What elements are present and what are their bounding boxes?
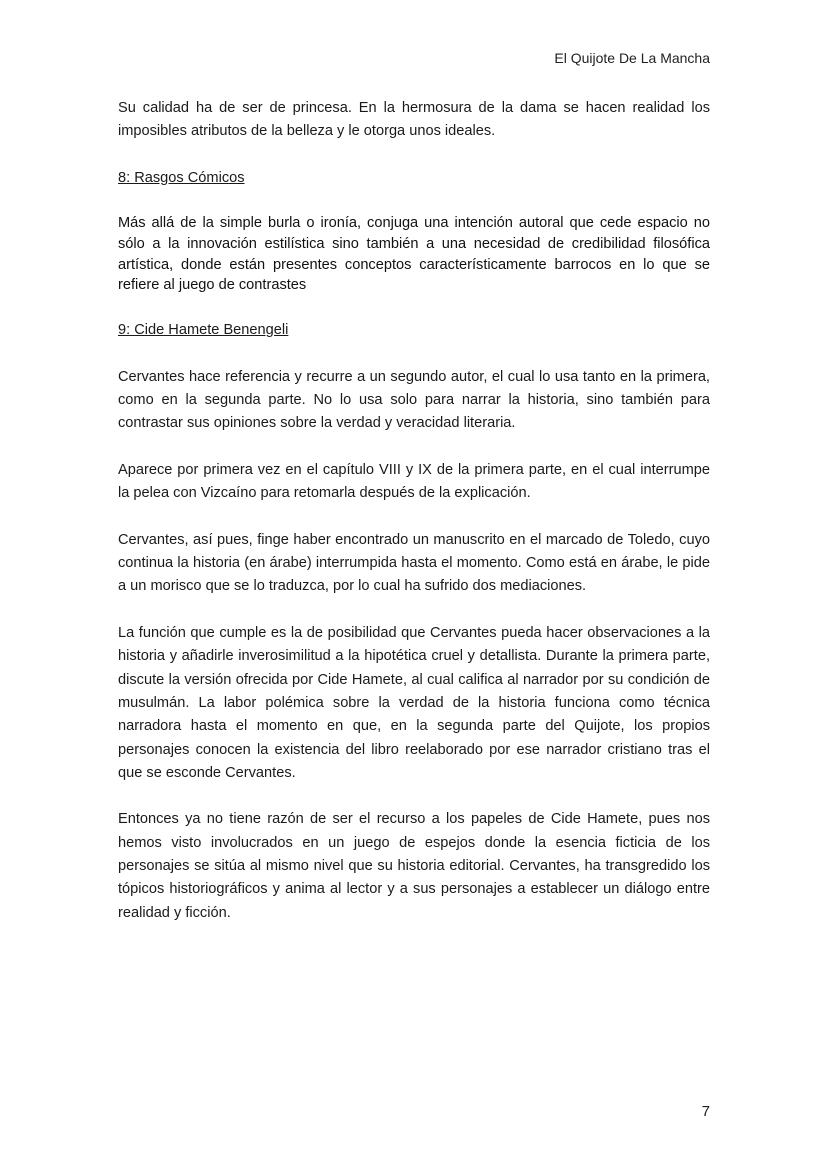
document-body xyxy=(118,97,710,948)
page-number: 7 xyxy=(701,1103,710,1120)
paragraph-cide-hamete-3: Cervantes, así pues, finge haber encontrado un manuscrito en el marcado de Toledo, cuyo continua la historia (en árabe) interrumpida hasta el momento. Como está en árabe, le pide a un morisco que se lo traduzca, por lo cual ha sufrido dos mediaciones. xyxy=(118,531,710,595)
paragraph-cide-hamete-1: Cervantes hace referencia y recurre a un segundo autor, el cual lo usa tanto en la primera, como en la segunda parte. No lo usa solo para narrar la historia, sino también para contrastar sus opiniones sobre la verdad y veracidad literaria. xyxy=(118,368,710,432)
paragraph-cide-hamete-2: Aparece por primera vez en el capítulo VIII y IX de la primera parte, en el cual interrumpe la pelea con Vizcaíno para retomarla después de la explicación. xyxy=(118,461,710,502)
paragraph-rasgos-comicos: Más allá de la simple burla o ironía, conjuga una intención autoral que cede espacio no sólo a la innovación estilística sino también a una necesidad de credibilidad filosófica artística, donde están presentes conceptos característicamente barrocos en lo que se refiere al juego de contrastes xyxy=(118,215,710,294)
paragraph-intro: Su calidad ha de ser de princesa. En la hermosura de la dama se hacen realidad los imposibles atributos de la belleza y le otorga unos ideales. xyxy=(118,100,710,140)
section-heading-cide-hamete: 9: Cide Hamete Benengeli xyxy=(118,322,289,339)
paragraph-cide-hamete-4: La función que cumple es la de posibilidad que Cervantes pueda hacer observaciones a la historia y añadirle inverosimilitud a la hipotética cruel y detallista. Durante la primera parte, discute la versión ofrecida por Cide Hamete, al cual califica al narrador por su condición de musulmán. La labor polémica sobre la verdad de la historia funciona como técnica narradora hasta el momento en que, en la segunda parte del Quijote, los propios personajes conocen la existencia del libro reelaborado por ese narrador cristiano tras el que se esconde Cervantes. xyxy=(118,625,710,781)
section-heading-rasgos-comicos: 8: Rasgos Cómicos xyxy=(118,169,245,186)
paragraph-cide-hamete-5: Entonces ya no tiene razón de ser el recurso a los papeles de Cide Hamete, pues nos hemos visto involucrados en un juego de espejos donde la esencia ficticia de los personajes se sitúa al mismo nivel que su historia editorial. Cervantes, ha transgredido los tópicos historiográficos y anima al lector y a sus personajes a establecer un diálogo entre realidad y ficción. xyxy=(118,811,710,921)
page-header-title: El Quijote De La Mancha xyxy=(554,50,710,66)
